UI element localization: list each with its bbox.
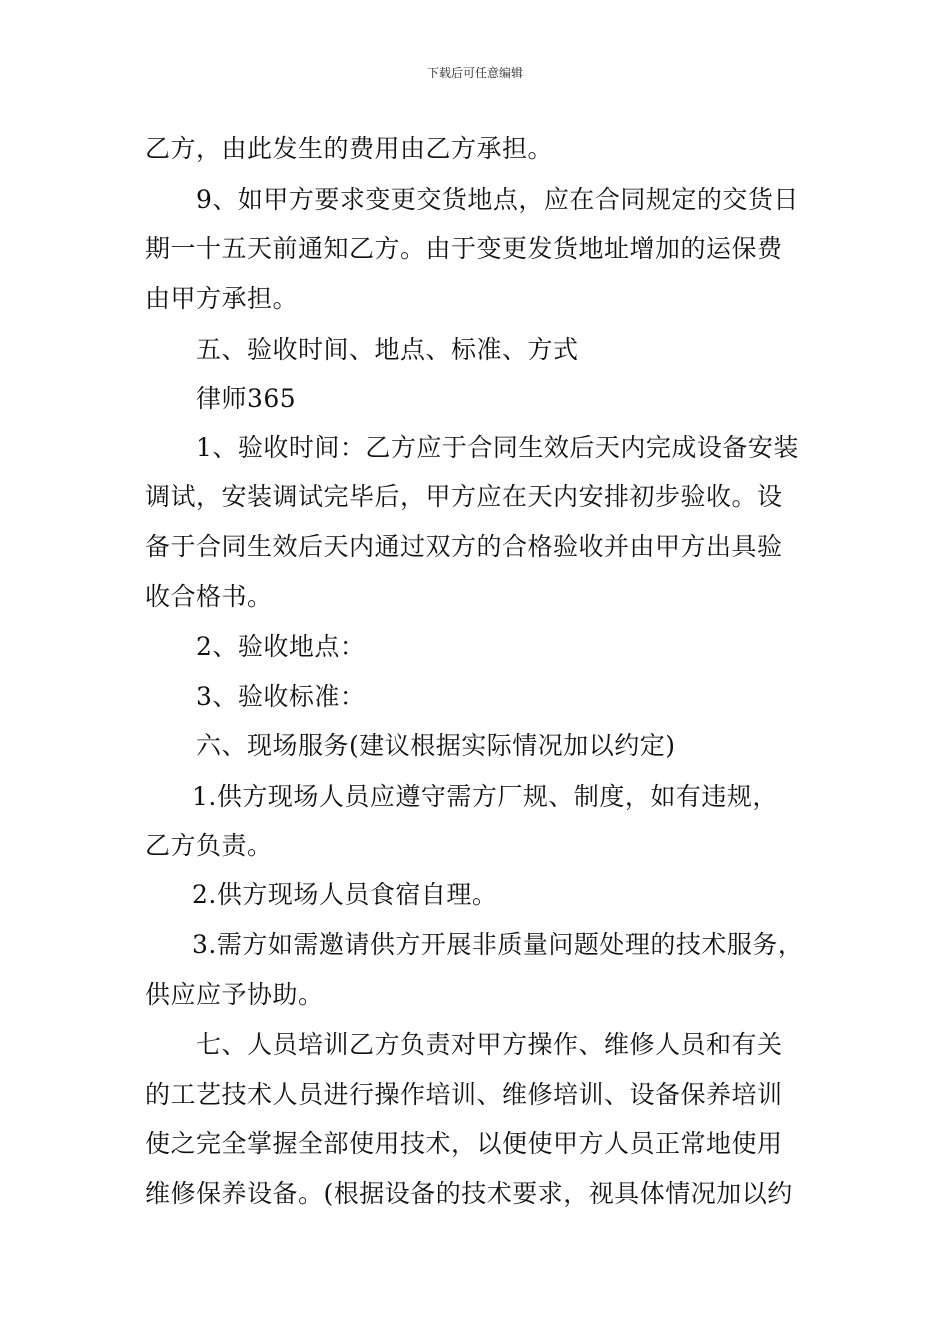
text-line: 由甲方承担。	[145, 284, 299, 313]
text-line: 乙方负责。	[145, 831, 273, 860]
text-line: 供应应予协助。	[145, 980, 324, 1009]
text-line: 律师365	[196, 384, 297, 413]
text-line: 2.供方现场人员食宿自理。	[192, 880, 498, 909]
text-line: 的工艺技术人员进行操作培训、维修培训、设备保养培训	[145, 1080, 783, 1109]
text-line: 维修保养设备。(根据设备的技术要求，视具体情况加以约	[145, 1179, 793, 1208]
text-line: 期一十五天前通知乙方。由于变更发货地址增加的运保费	[145, 234, 783, 263]
page-header-note: 下载后可任意编辑	[426, 66, 523, 80]
text-line: 2、验收地点：	[196, 632, 366, 661]
text-line: 备于合同生效后天内通过双方的合格验收并由甲方出具验	[145, 532, 783, 561]
text-line: 收合格书。	[145, 582, 273, 611]
text-line: 1、验收时间：乙方应于合同生效后天内完成设备安装	[196, 433, 799, 462]
text-line: 9、如甲方要求变更交货地点，应在合同规定的交货日	[196, 185, 799, 214]
text-line: 1.供方现场人员应遵守需方厂规、制度，如有违规，	[192, 782, 778, 811]
section-heading: 六、现场服务(建议根据实际情况加以约定)	[196, 731, 676, 760]
text-line: 使之完全掌握全部使用技术，以便使甲方人员正常地使用	[145, 1129, 783, 1158]
section-heading: 七、人员培训乙方负责对甲方操作、维修人员和有关	[196, 1030, 783, 1059]
text-line: 3.需方如需邀请供方开展非质量问题处理的技术服务，	[192, 930, 804, 959]
text-line: 调试，安装调试完毕后，甲方应在天内安排初步验收。设	[145, 482, 783, 511]
text-line: 乙方，由此发生的费用由乙方承担。	[145, 134, 554, 163]
text-line: 3、验收标准：	[196, 682, 366, 711]
section-heading: 五、验收时间、地点、标准、方式	[196, 335, 579, 364]
